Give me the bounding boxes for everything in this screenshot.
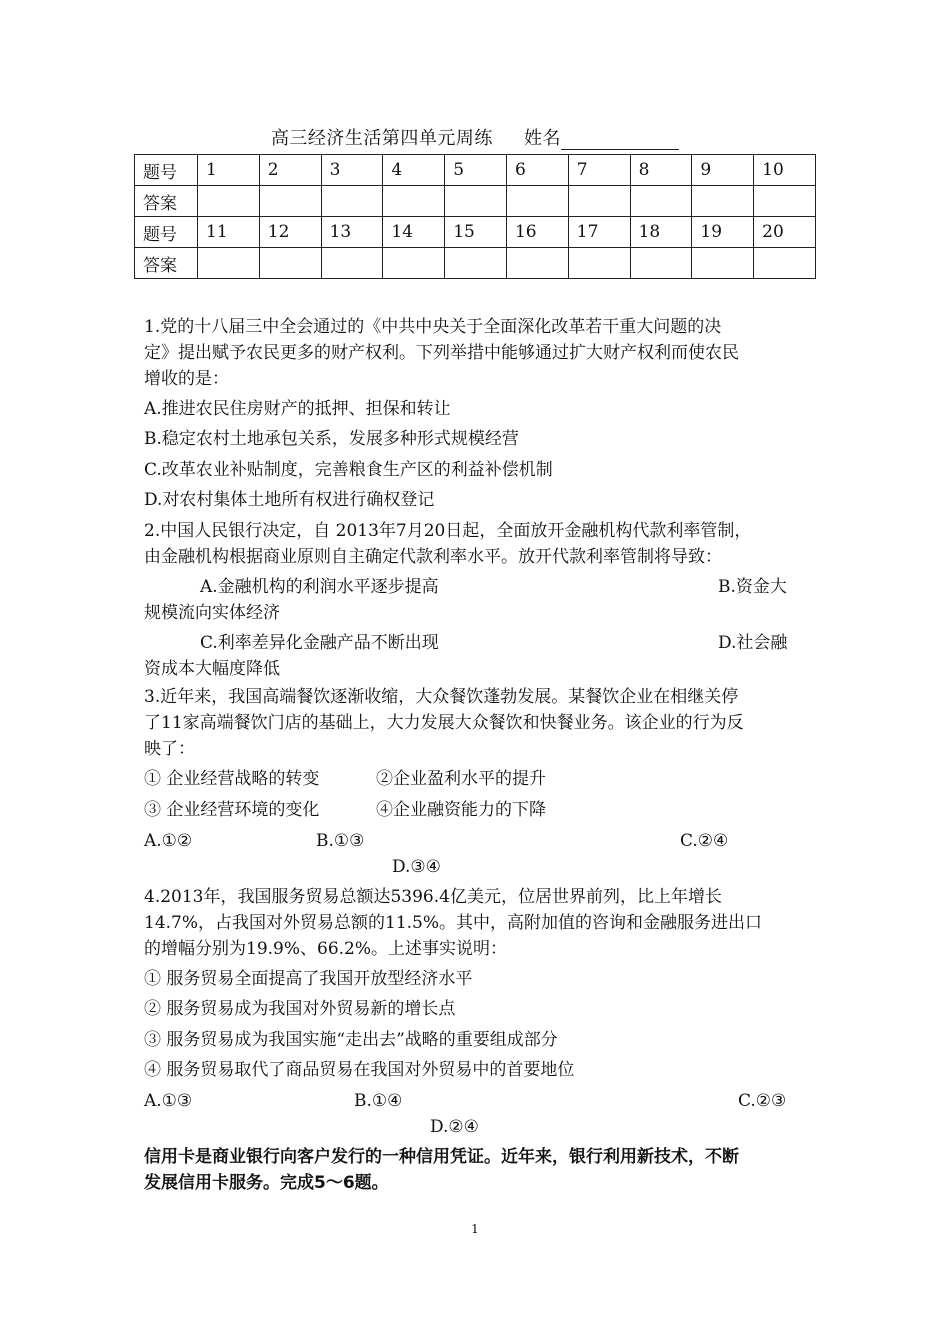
- q4-option-a: A.①③: [144, 1091, 193, 1111]
- question-number: 17: [568, 217, 630, 248]
- answer-cell[interactable]: [568, 186, 630, 217]
- answer-cell[interactable]: [692, 248, 754, 279]
- answer-cell[interactable]: [630, 186, 692, 217]
- q2-option-a: A.金融机构的利润水平逐步提高: [200, 577, 439, 597]
- q4-option-b: B.①④: [354, 1091, 403, 1111]
- question-number: 11: [198, 217, 260, 248]
- q4-statement-3: ③ 服务贸易成为我国实施“走出去”战略的重要组成部分: [144, 1030, 558, 1050]
- answer-cell[interactable]: [692, 186, 754, 217]
- name-label: 姓名: [524, 128, 562, 149]
- q1-stem-line3: 增收的是：: [144, 369, 229, 389]
- question-number: 16: [506, 217, 568, 248]
- q3-statement-3: ③ 企业经营环境的变化: [144, 800, 320, 820]
- answer-cell[interactable]: [198, 186, 260, 217]
- question-number: 19: [692, 217, 754, 248]
- table-row: [135, 186, 816, 217]
- answer-cell[interactable]: [754, 186, 816, 217]
- table-row: [135, 155, 816, 186]
- q2-stem-line2: 由金融机构根据商业原则自主确定代款利率水平。放开代款利率管制将导致：: [144, 547, 722, 567]
- question-number: 18: [630, 217, 692, 248]
- q3-option-c: C.②④: [680, 831, 729, 851]
- question-number: 7: [568, 155, 630, 186]
- q1-option-b: B.稳定农村土地承包关系，发展多种形式规模经营: [144, 429, 519, 449]
- q4-option-d: D.②④: [430, 1117, 479, 1137]
- q3-statement-2: ②企业盈利水平的提升: [376, 769, 546, 789]
- q1-stem-line1: 1.党的十八届三中全会通过的《中共中央关于全面深化改革若干重大问题的决: [144, 317, 722, 337]
- answer-cell[interactable]: [445, 186, 507, 217]
- answer-cell[interactable]: [506, 186, 568, 217]
- answer-cell[interactable]: [321, 186, 383, 217]
- table-row: [135, 248, 816, 279]
- q4-stem-line3: 的增幅分别为19.9%、66.2%。上述事实说明：: [144, 939, 508, 959]
- row-label: 答案: [135, 186, 198, 217]
- question-number: 5: [445, 155, 507, 186]
- q3-option-d: D.③④: [392, 857, 441, 877]
- question-number: 20: [754, 217, 816, 248]
- q3-stem-line3: 映了：: [144, 739, 195, 759]
- answer-cell[interactable]: [198, 248, 260, 279]
- question-number: 8: [630, 155, 692, 186]
- answer-cell[interactable]: [383, 186, 445, 217]
- answer-cell[interactable]: [506, 248, 568, 279]
- answer-cell[interactable]: [568, 248, 630, 279]
- q1-option-a: A.推进农民住房财产的抵押、担保和转让: [144, 399, 451, 419]
- q2-stem-line1: 2.中国人民银行决定，自 2013年7月20日起，全面放开金融机构代款利率管制，: [144, 521, 752, 541]
- answer-cell[interactable]: [630, 248, 692, 279]
- question-number: 15: [445, 217, 507, 248]
- table-row: [135, 217, 816, 248]
- passage-line2: 发展信用卡服务。完成5～6题。: [144, 1173, 389, 1193]
- question-number: 2: [259, 155, 321, 186]
- q1-stem-line2: 定》提出赋予农民更多的财产权利。下列举措中能够通过扩大财产权利而使农民: [144, 343, 739, 363]
- q4-statement-2: ② 服务贸易成为我国对外贸易新的增长点: [144, 999, 456, 1019]
- q2-option-b-part1: B.资金大: [718, 577, 787, 597]
- row-label: 题号: [135, 155, 198, 186]
- answer-cell[interactable]: [259, 248, 321, 279]
- answer-table: [134, 154, 816, 279]
- question-number: 4: [383, 155, 445, 186]
- answer-cell[interactable]: [321, 248, 383, 279]
- row-label: 答案: [135, 248, 198, 279]
- question-number: 13: [321, 217, 383, 248]
- question-number: 1: [198, 155, 260, 186]
- question-number: 10: [754, 155, 816, 186]
- q3-option-b: B.①③: [316, 831, 365, 851]
- passage-line1: 信用卡是商业银行向客户发行的一种信用凭证。近年来，银行利用新技术，不断: [144, 1147, 739, 1167]
- q1-option-c: C.改革农业补贴制度，完善粮食生产区的利益补偿机制: [144, 460, 553, 480]
- q3-option-a: A.①②: [144, 831, 193, 851]
- q2-option-c: C.利率差异化金融产品不断出现: [200, 633, 439, 653]
- question-number: 14: [383, 217, 445, 248]
- answer-cell[interactable]: [383, 248, 445, 279]
- answer-cell[interactable]: [754, 248, 816, 279]
- question-number: 3: [321, 155, 383, 186]
- q2-option-d-part2: 资成本大幅度降低: [144, 659, 280, 679]
- q4-statement-4: ④ 服务贸易取代了商品贸易在我国对外贸易中的首要地位: [144, 1060, 575, 1080]
- q3-stem-line1: 3.近年来，我国高端餐饮逐渐收缩，大众餐饮蓬勃发展。某餐饮企业在相继关停: [144, 687, 739, 707]
- question-number: 9: [692, 155, 754, 186]
- q4-option-c: C.②③: [738, 1091, 787, 1111]
- page-number: 1: [471, 1222, 479, 1236]
- question-number: 12: [259, 217, 321, 248]
- q4-stem-line1: 4.2013年，我国服务贸易总额达5396.4亿美元，位居世界前列，比上年增长: [144, 887, 722, 907]
- name-blank[interactable]: [561, 131, 679, 150]
- title-text: 高三经济生活第四单元周练: [270, 128, 493, 149]
- q3-stem-line2: 了11家高端餐饮门店的基础上，大力发展大众餐饮和快餐业务。该企业的行为反: [144, 713, 744, 733]
- q1-option-d: D.对农村集体土地所有权进行确权登记: [144, 490, 435, 510]
- q3-statement-1: ① 企业经营战略的转变: [144, 769, 320, 789]
- q2-option-b-part2: 规模流向实体经济: [144, 603, 280, 623]
- q3-statement-4: ④企业融资能力的下降: [376, 800, 546, 820]
- q2-option-d-part1: D.社会融: [718, 633, 788, 653]
- q4-stem-line2: 14.7%，占我国对外贸易总额的11.5%。其中，高附加值的咨询和金融服务进出口: [144, 913, 763, 933]
- row-label: 题号: [135, 217, 198, 248]
- answer-cell[interactable]: [259, 186, 321, 217]
- answer-cell[interactable]: [445, 248, 507, 279]
- q4-statement-1: ① 服务贸易全面提高了我国开放型经济水平: [144, 969, 473, 989]
- question-number: 6: [506, 155, 568, 186]
- page-title: [0, 124, 950, 150]
